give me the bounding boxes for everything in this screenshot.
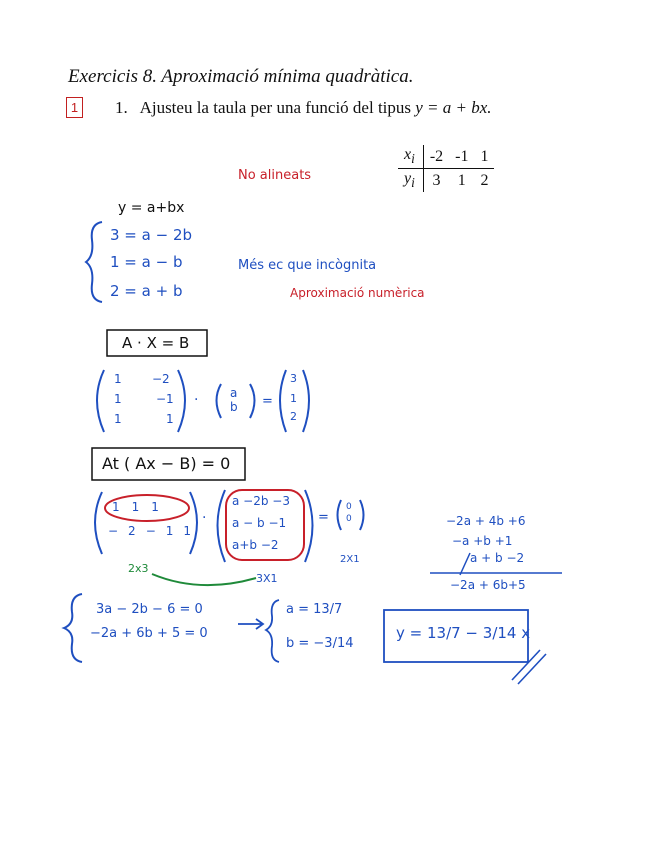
zero-vector-cell: 0 (346, 514, 352, 524)
matrix-a-cell: 1 (114, 372, 122, 386)
table-cell: 2 (480, 171, 489, 189)
system-eq-3: 2 = a + b (110, 282, 183, 300)
statement-number: 1. (115, 98, 128, 117)
vector-b-cell: 3 (290, 372, 297, 385)
problem-number-box: 1 (66, 97, 83, 118)
side-sum-line: −2a + 4b +6 (446, 514, 526, 528)
vector-b-cell: 2 (290, 410, 297, 423)
table-cell: -2 (423, 145, 449, 169)
matrix-a-cell: 1 (166, 412, 174, 426)
table-header-y: $y_i$ (398, 169, 423, 193)
residual-cell: a − b −1 (232, 516, 287, 530)
vector-x-cell: a (230, 386, 238, 400)
normal-equation: At ( Ax − B) = 0 (102, 454, 231, 473)
system-eq-1: 3 = a − 2b (110, 226, 193, 244)
matrix-a-cell: 1 (114, 392, 122, 406)
table-cell: 1 (474, 145, 494, 169)
residual-cell: a −2b −3 (232, 494, 290, 508)
equals-sign: = (318, 510, 329, 525)
statement-text: Ajusteu la taula per una funció del tipus (139, 98, 412, 117)
statement-formula: y = a + bx. (415, 98, 492, 117)
note-aproximacio: Aproximació numèrica (290, 286, 425, 300)
page-title: Exercicis 8. Aproximació mínima quadràtica. (68, 66, 414, 87)
dimension-label: 2X1 (340, 554, 360, 565)
note-no-alineats: No alineats (238, 168, 312, 183)
final-system-eq-2: −2a + 6b + 5 = 0 (90, 626, 208, 641)
table-cell: 1 (457, 171, 466, 189)
side-sum-line: a + b −2 (470, 551, 525, 565)
side-sum-line: −a +b +1 (452, 534, 513, 548)
matrix-a-cell: −1 (156, 392, 174, 406)
final-answer: y = 13/7 − 3/14 x (396, 624, 531, 642)
side-sum-result: −2a + 6b+5 (450, 578, 526, 592)
at-matrix-row: −2−11 (108, 524, 202, 538)
table-cell: 3 (432, 171, 441, 189)
table-cell: -1 (449, 145, 474, 169)
residual-cell: a+b −2 (232, 538, 279, 552)
at-matrix-row: 111 (112, 500, 171, 514)
system-eq-2: 1 = a − b (110, 253, 183, 271)
matrix-a-cell: 1 (114, 412, 122, 426)
dimension-label: 2x3 (128, 562, 149, 575)
matrix-equation: A · X = B (122, 334, 190, 352)
matrix-a-cell: −2 (152, 372, 170, 386)
vector-x-cell: b (230, 400, 238, 414)
equals-sign: = (262, 394, 273, 409)
zero-vector-cell: 0 (346, 502, 352, 512)
dot-operator: · (194, 392, 199, 408)
dimension-label: 3X1 (256, 572, 278, 585)
table-header-x: $x_i$ (398, 145, 423, 169)
vector-b-cell: 1 (290, 392, 297, 405)
final-system-eq-1: 3a − 2b − 6 = 0 (96, 602, 203, 617)
model-equation: y = a+bx (118, 200, 185, 216)
solution-b: b = −3/14 (286, 636, 354, 651)
solution-a: a = 13/7 (286, 602, 343, 617)
dot-operator: · (202, 510, 207, 526)
note-mes-equacions: Més ec que incògnita (238, 258, 377, 273)
